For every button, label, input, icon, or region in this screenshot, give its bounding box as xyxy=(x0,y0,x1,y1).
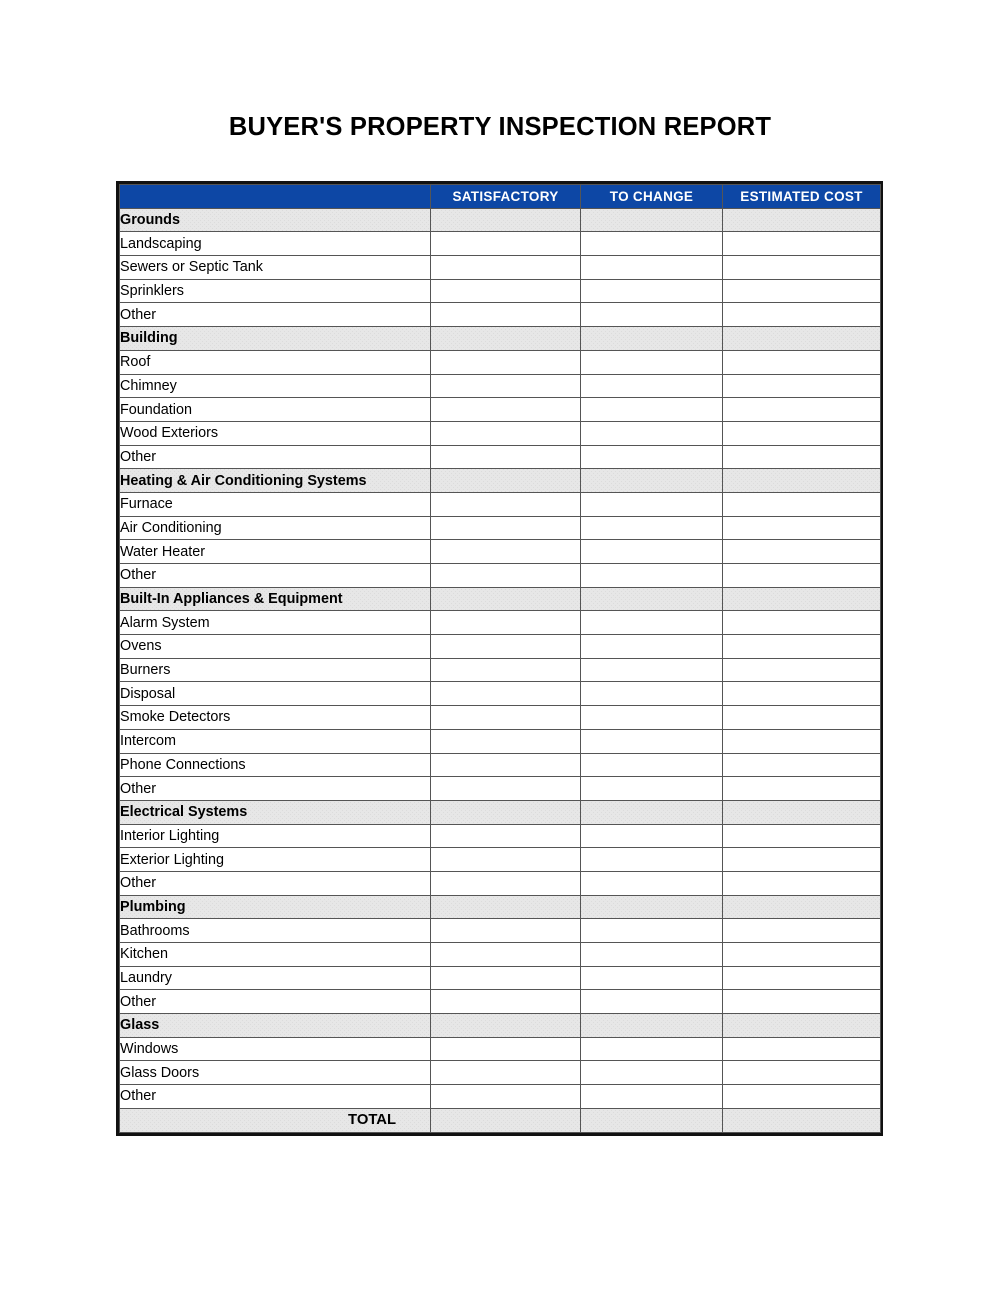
table-row xyxy=(120,1085,881,1109)
row-item-label: Smoke Detectors xyxy=(120,706,431,730)
section-label: Building xyxy=(120,327,431,351)
cell-estimated-cost[interactable] xyxy=(723,374,881,398)
table-row xyxy=(120,706,881,730)
cell-to-change xyxy=(581,800,723,824)
section-header-row xyxy=(120,587,881,611)
cell-to-change xyxy=(581,327,723,351)
inspection-table xyxy=(119,184,881,1133)
cell-estimated-cost xyxy=(723,587,881,611)
cell-estimated-cost[interactable] xyxy=(723,777,881,801)
table-row xyxy=(120,445,881,469)
section-header-row xyxy=(120,895,881,919)
table-row xyxy=(120,303,881,327)
cell-to-change[interactable] xyxy=(581,658,723,682)
cell-to-change[interactable] xyxy=(581,398,723,422)
cell-estimated-cost xyxy=(723,327,881,351)
table-row xyxy=(120,492,881,516)
cell-satisfactory[interactable] xyxy=(431,445,581,469)
cell-satisfactory[interactable] xyxy=(431,374,581,398)
cell-satisfactory[interactable] xyxy=(431,943,581,967)
cell-satisfactory[interactable] xyxy=(431,492,581,516)
cell-satisfactory[interactable] xyxy=(431,1037,581,1061)
table-row xyxy=(120,658,881,682)
cell-estimated-cost xyxy=(723,1108,881,1132)
cell-satisfactory[interactable] xyxy=(431,1061,581,1085)
inspection-table-container xyxy=(116,181,883,1136)
cell-satisfactory xyxy=(431,587,581,611)
cell-estimated-cost[interactable] xyxy=(723,445,881,469)
cell-estimated-cost[interactable] xyxy=(723,871,881,895)
row-item-label: Alarm System xyxy=(120,611,431,635)
column-header-satisfactory: SATISFACTORY xyxy=(431,185,581,209)
row-item-label: Glass Doors xyxy=(120,1061,431,1085)
section-header-row xyxy=(120,469,881,493)
cell-estimated-cost[interactable] xyxy=(723,611,881,635)
table-row xyxy=(120,374,881,398)
section-label: Glass xyxy=(120,1014,431,1038)
cell-to-change[interactable] xyxy=(581,871,723,895)
cell-to-change[interactable] xyxy=(581,943,723,967)
cell-to-change[interactable] xyxy=(581,635,723,659)
cell-estimated-cost[interactable] xyxy=(723,706,881,730)
cell-satisfactory[interactable] xyxy=(431,303,581,327)
cell-estimated-cost[interactable] xyxy=(723,256,881,280)
cell-estimated-cost[interactable] xyxy=(723,635,881,659)
column-header-estimated-cost: ESTIMATED COST xyxy=(723,185,881,209)
table-row xyxy=(120,232,881,256)
table-row xyxy=(120,966,881,990)
cell-satisfactory[interactable] xyxy=(431,256,581,280)
table-row xyxy=(120,350,881,374)
cell-to-change[interactable] xyxy=(581,1061,723,1085)
cell-satisfactory[interactable] xyxy=(431,421,581,445)
cell-to-change[interactable] xyxy=(581,256,723,280)
cell-satisfactory[interactable] xyxy=(431,564,581,588)
table-row xyxy=(120,635,881,659)
cell-to-change[interactable] xyxy=(581,279,723,303)
cell-to-change[interactable] xyxy=(581,445,723,469)
cell-to-change[interactable] xyxy=(581,516,723,540)
cell-satisfactory[interactable] xyxy=(431,611,581,635)
cell-satisfactory[interactable] xyxy=(431,777,581,801)
section-header-row xyxy=(120,1014,881,1038)
table-body xyxy=(120,208,881,1132)
cell-to-change[interactable] xyxy=(581,1085,723,1109)
total-label: TOTAL xyxy=(120,1108,431,1132)
table-row xyxy=(120,824,881,848)
column-header-to-change: TO CHANGE xyxy=(581,185,723,209)
table-row xyxy=(120,990,881,1014)
cell-to-change[interactable] xyxy=(581,919,723,943)
column-header-item xyxy=(120,185,431,209)
row-item-label: Air Conditioning xyxy=(120,516,431,540)
cell-to-change xyxy=(581,1014,723,1038)
cell-to-change[interactable] xyxy=(581,492,723,516)
row-item-label: Burners xyxy=(120,658,431,682)
cell-estimated-cost[interactable] xyxy=(723,516,881,540)
cell-satisfactory[interactable] xyxy=(431,279,581,303)
cell-to-change[interactable] xyxy=(581,729,723,753)
table-row xyxy=(120,398,881,422)
cell-estimated-cost[interactable] xyxy=(723,658,881,682)
row-item-label: Sewers or Septic Tank xyxy=(120,256,431,280)
cell-estimated-cost xyxy=(723,1014,881,1038)
cell-estimated-cost[interactable] xyxy=(723,919,881,943)
cell-estimated-cost[interactable] xyxy=(723,398,881,422)
cell-estimated-cost[interactable] xyxy=(723,753,881,777)
cell-estimated-cost xyxy=(723,800,881,824)
row-item-label: Phone Connections xyxy=(120,753,431,777)
cell-estimated-cost[interactable] xyxy=(723,966,881,990)
row-item-label: Disposal xyxy=(120,682,431,706)
cell-satisfactory xyxy=(431,1108,581,1132)
section-label: Electrical Systems xyxy=(120,800,431,824)
cell-satisfactory[interactable] xyxy=(431,871,581,895)
row-item-label: Other xyxy=(120,871,431,895)
row-item-label: Exterior Lighting xyxy=(120,848,431,872)
cell-estimated-cost[interactable] xyxy=(723,279,881,303)
table-row xyxy=(120,279,881,303)
cell-satisfactory xyxy=(431,800,581,824)
row-item-label: Other xyxy=(120,990,431,1014)
cell-to-change xyxy=(581,469,723,493)
table-row xyxy=(120,919,881,943)
table-row xyxy=(120,682,881,706)
cell-satisfactory xyxy=(431,469,581,493)
cell-satisfactory[interactable] xyxy=(431,658,581,682)
cell-estimated-cost xyxy=(723,208,881,232)
cell-estimated-cost[interactable] xyxy=(723,990,881,1014)
table-row xyxy=(120,777,881,801)
cell-satisfactory xyxy=(431,895,581,919)
section-header-row xyxy=(120,208,881,232)
row-item-label: Furnace xyxy=(120,492,431,516)
cell-satisfactory[interactable] xyxy=(431,635,581,659)
table-row xyxy=(120,611,881,635)
cell-estimated-cost[interactable] xyxy=(723,682,881,706)
row-item-label: Other xyxy=(120,303,431,327)
cell-satisfactory xyxy=(431,1014,581,1038)
cell-to-change[interactable] xyxy=(581,564,723,588)
cell-to-change[interactable] xyxy=(581,706,723,730)
cell-satisfactory[interactable] xyxy=(431,753,581,777)
cell-to-change[interactable] xyxy=(581,966,723,990)
row-item-label: Windows xyxy=(120,1037,431,1061)
row-item-label: Bathrooms xyxy=(120,919,431,943)
row-item-label: Water Heater xyxy=(120,540,431,564)
row-item-label: Laundry xyxy=(120,966,431,990)
cell-estimated-cost xyxy=(723,469,881,493)
row-item-label: Ovens xyxy=(120,635,431,659)
table-header xyxy=(120,185,881,209)
cell-estimated-cost[interactable] xyxy=(723,232,881,256)
table-row xyxy=(120,516,881,540)
cell-to-change[interactable] xyxy=(581,421,723,445)
cell-estimated-cost[interactable] xyxy=(723,1037,881,1061)
table-row xyxy=(120,753,881,777)
row-item-label: Foundation xyxy=(120,398,431,422)
cell-satisfactory[interactable] xyxy=(431,398,581,422)
cell-estimated-cost[interactable] xyxy=(723,350,881,374)
cell-satisfactory[interactable] xyxy=(431,990,581,1014)
cell-to-change[interactable] xyxy=(581,1037,723,1061)
row-item-label: Other xyxy=(120,1085,431,1109)
table-row xyxy=(120,421,881,445)
cell-to-change xyxy=(581,587,723,611)
row-item-label: Other xyxy=(120,777,431,801)
section-label: Heating & Air Conditioning Systems xyxy=(120,469,431,493)
cell-estimated-cost[interactable] xyxy=(723,729,881,753)
cell-to-change[interactable] xyxy=(581,350,723,374)
page-title: BUYER'S PROPERTY INSPECTION REPORT xyxy=(228,113,772,141)
cell-to-change[interactable] xyxy=(581,232,723,256)
cell-estimated-cost[interactable] xyxy=(723,1085,881,1109)
row-item-label: Sprinklers xyxy=(120,279,431,303)
cell-to-change[interactable] xyxy=(581,611,723,635)
cell-satisfactory[interactable] xyxy=(431,729,581,753)
table-row xyxy=(120,540,881,564)
cell-to-change[interactable] xyxy=(581,777,723,801)
section-header-row xyxy=(120,327,881,351)
row-item-label: Other xyxy=(120,564,431,588)
cell-estimated-cost[interactable] xyxy=(723,303,881,327)
row-item-label: Landscaping xyxy=(120,232,431,256)
cell-to-change[interactable] xyxy=(581,682,723,706)
cell-satisfactory[interactable] xyxy=(431,824,581,848)
cell-to-change[interactable] xyxy=(581,374,723,398)
cell-to-change[interactable] xyxy=(581,753,723,777)
cell-to-change[interactable] xyxy=(581,303,723,327)
row-item-label: Interior Lighting xyxy=(120,824,431,848)
cell-satisfactory[interactable] xyxy=(431,350,581,374)
cell-to-change xyxy=(581,895,723,919)
cell-estimated-cost[interactable] xyxy=(723,943,881,967)
cell-estimated-cost[interactable] xyxy=(723,848,881,872)
section-label: Grounds xyxy=(120,208,431,232)
section-header-row xyxy=(120,800,881,824)
row-item-label: Intercom xyxy=(120,729,431,753)
cell-to-change[interactable] xyxy=(581,990,723,1014)
cell-satisfactory xyxy=(431,327,581,351)
row-item-label: Chimney xyxy=(120,374,431,398)
cell-estimated-cost[interactable] xyxy=(723,540,881,564)
cell-to-change xyxy=(581,1108,723,1132)
section-label: Built-In Appliances & Equipment xyxy=(120,587,431,611)
table-row xyxy=(120,848,881,872)
table-row xyxy=(120,1061,881,1085)
cell-satisfactory[interactable] xyxy=(431,966,581,990)
table-row xyxy=(120,256,881,280)
cell-satisfactory[interactable] xyxy=(431,848,581,872)
table-header-row xyxy=(120,185,881,209)
cell-satisfactory[interactable] xyxy=(431,682,581,706)
table-row xyxy=(120,943,881,967)
cell-to-change[interactable] xyxy=(581,824,723,848)
cell-to-change xyxy=(581,208,723,232)
cell-to-change[interactable] xyxy=(581,848,723,872)
row-item-label: Wood Exteriors xyxy=(120,421,431,445)
cell-estimated-cost[interactable] xyxy=(723,564,881,588)
cell-satisfactory[interactable] xyxy=(431,706,581,730)
cell-estimated-cost[interactable] xyxy=(723,1061,881,1085)
table-row xyxy=(120,729,881,753)
section-label: Plumbing xyxy=(120,895,431,919)
row-item-label: Kitchen xyxy=(120,943,431,967)
cell-estimated-cost[interactable] xyxy=(723,824,881,848)
total-row xyxy=(120,1108,881,1132)
cell-to-change[interactable] xyxy=(581,540,723,564)
cell-satisfactory[interactable] xyxy=(431,1085,581,1109)
table-row xyxy=(120,871,881,895)
cell-satisfactory[interactable] xyxy=(431,919,581,943)
cell-satisfactory xyxy=(431,208,581,232)
row-item-label: Roof xyxy=(120,350,431,374)
cell-estimated-cost[interactable] xyxy=(723,421,881,445)
cell-satisfactory[interactable] xyxy=(431,516,581,540)
row-item-label: Other xyxy=(120,445,431,469)
table-row xyxy=(120,564,881,588)
cell-satisfactory[interactable] xyxy=(431,540,581,564)
cell-estimated-cost xyxy=(723,895,881,919)
cell-satisfactory[interactable] xyxy=(431,232,581,256)
cell-estimated-cost[interactable] xyxy=(723,492,881,516)
table-row xyxy=(120,1037,881,1061)
